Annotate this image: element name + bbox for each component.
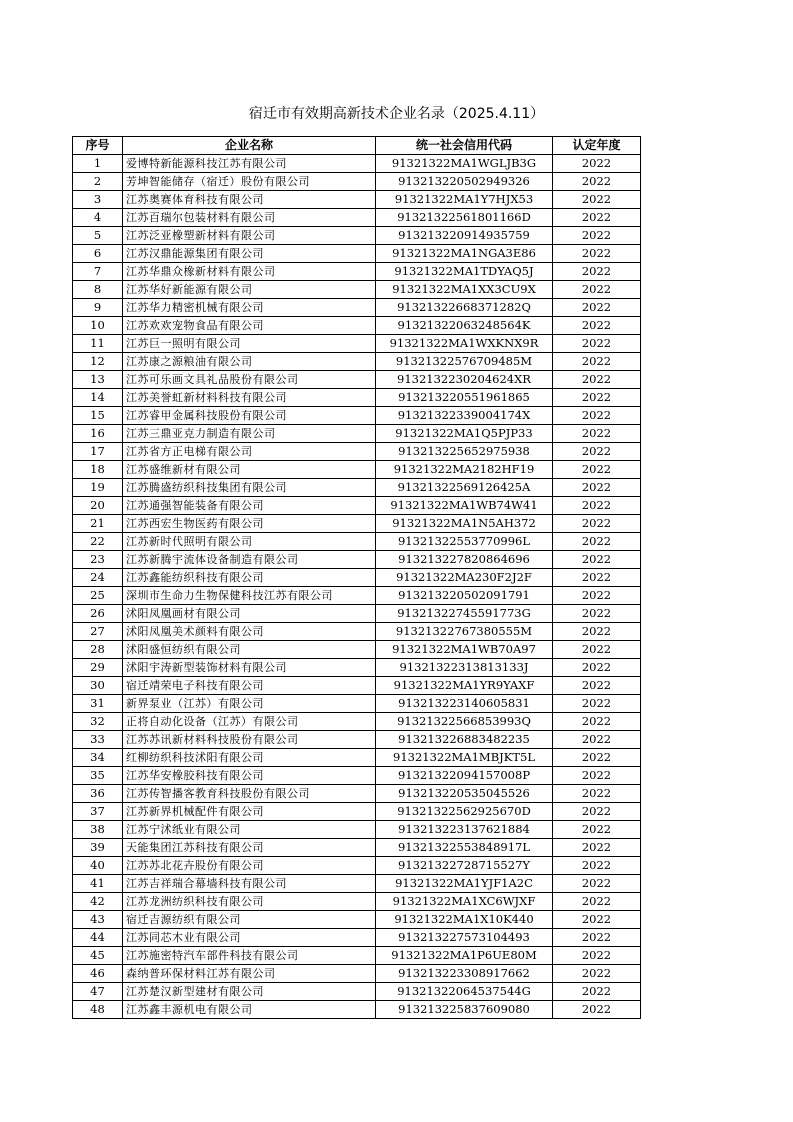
cell-certification-year: 2022 <box>553 227 641 245</box>
cell-serial-number: 45 <box>73 947 123 965</box>
cell-serial-number: 15 <box>73 407 123 425</box>
cell-credit-code: 913213225837609080 <box>376 1001 553 1019</box>
table-row <box>73 227 641 245</box>
cell-enterprise-name: 江苏泛亚橡塑新材料有限公司 <box>123 227 376 245</box>
cell-enterprise-name: 江苏华力精密机械有限公司 <box>123 299 376 317</box>
cell-enterprise-name: 江苏传智播客教育科技股份有限公司 <box>123 785 376 803</box>
cell-credit-code: 91321322MA1WGLJB3G <box>376 155 553 173</box>
cell-enterprise-name: 江苏美誉虹新材料科技有限公司 <box>123 389 376 407</box>
cell-serial-number: 33 <box>73 731 123 749</box>
cell-serial-number: 5 <box>73 227 123 245</box>
cell-credit-code: 9132132230204624XR <box>376 371 553 389</box>
table-row <box>73 731 641 749</box>
cell-certification-year: 2022 <box>553 371 641 389</box>
cell-credit-code: 91321322MA230F2J2F <box>376 569 553 587</box>
cell-enterprise-name: 江苏新腾宇流体设备制造有限公司 <box>123 551 376 569</box>
cell-serial-number: 10 <box>73 317 123 335</box>
table-row <box>73 641 641 659</box>
cell-serial-number: 43 <box>73 911 123 929</box>
cell-credit-code: 91321322553848917L <box>376 839 553 857</box>
cell-serial-number: 6 <box>73 245 123 263</box>
cell-credit-code: 91321322313813133J <box>376 659 553 677</box>
cell-enterprise-name: 江苏欢欢宠物食品有限公司 <box>123 317 376 335</box>
cell-certification-year: 2022 <box>553 965 641 983</box>
cell-credit-code: 91321322094157008P <box>376 767 553 785</box>
table-row <box>73 695 641 713</box>
cell-serial-number: 41 <box>73 875 123 893</box>
table-row <box>73 749 641 767</box>
cell-certification-year: 2022 <box>553 983 641 1001</box>
cell-serial-number: 29 <box>73 659 123 677</box>
cell-credit-code: 913213227820864696 <box>376 551 553 569</box>
page-title: 宿迁市有效期高新技术企业名录（2025.4.11） <box>248 106 545 122</box>
cell-serial-number: 34 <box>73 749 123 767</box>
cell-enterprise-name: 江苏楚汉新型建材有限公司 <box>123 983 376 1001</box>
cell-serial-number: 28 <box>73 641 123 659</box>
table-row <box>73 587 641 605</box>
cell-serial-number: 26 <box>73 605 123 623</box>
cell-certification-year: 2022 <box>553 551 641 569</box>
cell-serial-number: 38 <box>73 821 123 839</box>
table-row <box>73 605 641 623</box>
cell-credit-code: 91321322MA1YR9YAXF <box>376 677 553 695</box>
cell-certification-year: 2022 <box>553 947 641 965</box>
cell-credit-code: 91321322063248564K <box>376 317 553 335</box>
cell-credit-code: 913213226883482235 <box>376 731 553 749</box>
cell-enterprise-name: 江苏华鼎众橡新材料有限公司 <box>123 263 376 281</box>
cell-enterprise-name: 江苏华好新能源有限公司 <box>123 281 376 299</box>
cell-enterprise-name: 江苏华安橡胶科技有限公司 <box>123 767 376 785</box>
table-row <box>73 893 641 911</box>
header-serial-number: 序号 <box>73 137 123 155</box>
cell-certification-year: 2022 <box>553 245 641 263</box>
cell-certification-year: 2022 <box>553 785 641 803</box>
cell-certification-year: 2022 <box>553 731 641 749</box>
cell-certification-year: 2022 <box>553 317 641 335</box>
table-row <box>73 443 641 461</box>
cell-credit-code: 91321322MA1YJF1A2C <box>376 875 553 893</box>
cell-serial-number: 13 <box>73 371 123 389</box>
table-row <box>73 875 641 893</box>
cell-enterprise-name: 江苏宁沭纸业有限公司 <box>123 821 376 839</box>
cell-certification-year: 2022 <box>553 425 641 443</box>
cell-certification-year: 2022 <box>553 353 641 371</box>
cell-credit-code: 913213223137621884 <box>376 821 553 839</box>
cell-enterprise-name: 江苏新时代照明有限公司 <box>123 533 376 551</box>
table-row <box>73 821 641 839</box>
cell-credit-code: 913213227573104493 <box>376 929 553 947</box>
cell-serial-number: 44 <box>73 929 123 947</box>
cell-credit-code: 91321322728715527Y <box>376 857 553 875</box>
cell-certification-year: 2022 <box>553 515 641 533</box>
cell-certification-year: 2022 <box>553 821 641 839</box>
table-row <box>73 299 641 317</box>
cell-credit-code: 91321322MA1X10K440 <box>376 911 553 929</box>
cell-enterprise-name: 江苏汉鼎能源集团有限公司 <box>123 245 376 263</box>
cell-certification-year: 2022 <box>553 155 641 173</box>
cell-enterprise-name: 江苏奥赛体育科技有限公司 <box>123 191 376 209</box>
cell-credit-code: 913213220914935759 <box>376 227 553 245</box>
cell-credit-code: 91321322MA1N5AH372 <box>376 515 553 533</box>
cell-certification-year: 2022 <box>553 533 641 551</box>
cell-serial-number: 21 <box>73 515 123 533</box>
cell-credit-code: 913213225652975938 <box>376 443 553 461</box>
cell-enterprise-name: 深圳市生命力生物保健科技江苏有限公司 <box>123 587 376 605</box>
table-row <box>73 947 641 965</box>
cell-credit-code: 91321322MA1MBJKT5L <box>376 749 553 767</box>
cell-credit-code: 913213223308917662 <box>376 965 553 983</box>
table-row <box>73 407 641 425</box>
cell-enterprise-name: 江苏腾盛纺织科技集团有限公司 <box>123 479 376 497</box>
cell-certification-year: 2022 <box>553 209 641 227</box>
cell-serial-number: 25 <box>73 587 123 605</box>
cell-certification-year: 2022 <box>553 623 641 641</box>
cell-enterprise-name: 江苏施密特汽车部件科技有限公司 <box>123 947 376 965</box>
table-row <box>73 389 641 407</box>
cell-enterprise-name: 江苏康之源粮油有限公司 <box>123 353 376 371</box>
cell-certification-year: 2022 <box>553 587 641 605</box>
table-header-row <box>73 137 641 155</box>
table-row <box>73 623 641 641</box>
table-row <box>73 839 641 857</box>
cell-credit-code: 91321322MA1Y7HJX53 <box>376 191 553 209</box>
cell-serial-number: 4 <box>73 209 123 227</box>
cell-credit-code: 91321322MA1TDYAQ5J <box>376 263 553 281</box>
cell-certification-year: 2022 <box>553 875 641 893</box>
cell-enterprise-name: 江苏新界机械配件有限公司 <box>123 803 376 821</box>
cell-enterprise-name: 江苏鑫丰源机电有限公司 <box>123 1001 376 1019</box>
cell-serial-number: 24 <box>73 569 123 587</box>
cell-enterprise-name: 江苏苏讯新材料科技股份有限公司 <box>123 731 376 749</box>
cell-certification-year: 2022 <box>553 713 641 731</box>
cell-serial-number: 48 <box>73 1001 123 1019</box>
table-row <box>73 425 641 443</box>
table-row <box>73 281 641 299</box>
table-row <box>73 857 641 875</box>
cell-serial-number: 36 <box>73 785 123 803</box>
table-row <box>73 191 641 209</box>
cell-serial-number: 16 <box>73 425 123 443</box>
table-row <box>73 263 641 281</box>
cell-certification-year: 2022 <box>553 497 641 515</box>
cell-certification-year: 2022 <box>553 1001 641 1019</box>
cell-certification-year: 2022 <box>553 407 641 425</box>
table-row <box>73 965 641 983</box>
cell-credit-code: 91321322767380555M <box>376 623 553 641</box>
cell-credit-code: 91321322745591773G <box>376 605 553 623</box>
cell-certification-year: 2022 <box>553 695 641 713</box>
table-row <box>73 803 641 821</box>
cell-enterprise-name: 红柳纺织科技沭阳有限公司 <box>123 749 376 767</box>
cell-certification-year: 2022 <box>553 911 641 929</box>
cell-credit-code: 913213220535045526 <box>376 785 553 803</box>
cell-serial-number: 35 <box>73 767 123 785</box>
table-row <box>73 497 641 515</box>
cell-enterprise-name: 沭阳盛恒纺织有限公司 <box>123 641 376 659</box>
cell-enterprise-name: 江苏同芯木业有限公司 <box>123 929 376 947</box>
cell-serial-number: 22 <box>73 533 123 551</box>
cell-credit-code: 913213220502949326 <box>376 173 553 191</box>
header-credit-code: 统一社会信用代码 <box>376 137 553 155</box>
cell-serial-number: 40 <box>73 857 123 875</box>
cell-enterprise-name: 沭阳凤凰美术颜料有限公司 <box>123 623 376 641</box>
table-row <box>73 767 641 785</box>
cell-certification-year: 2022 <box>553 281 641 299</box>
cell-enterprise-name: 正将自动化设备（江苏）有限公司 <box>123 713 376 731</box>
enterprise-table <box>72 136 641 1019</box>
cell-enterprise-name: 芳坤智能储存（宿迁）股份有限公司 <box>123 173 376 191</box>
cell-serial-number: 17 <box>73 443 123 461</box>
table-row <box>73 245 641 263</box>
table-body <box>73 155 641 1019</box>
cell-serial-number: 1 <box>73 155 123 173</box>
cell-credit-code: 913213220551961865 <box>376 389 553 407</box>
cell-certification-year: 2022 <box>553 461 641 479</box>
cell-credit-code: 91321322569126425A <box>376 479 553 497</box>
cell-certification-year: 2022 <box>553 443 641 461</box>
cell-serial-number: 37 <box>73 803 123 821</box>
cell-serial-number: 7 <box>73 263 123 281</box>
table-row <box>73 461 641 479</box>
cell-credit-code: 91321322MA1WB70A97 <box>376 641 553 659</box>
table-row <box>73 479 641 497</box>
header-certification-year: 认定年度 <box>553 137 641 155</box>
cell-certification-year: 2022 <box>553 893 641 911</box>
cell-credit-code: 91321322553770996L <box>376 533 553 551</box>
cell-credit-code: 91321322MA1XC6WJXF <box>376 893 553 911</box>
table-row <box>73 713 641 731</box>
cell-enterprise-name: 江苏三鼎亚克力制造有限公司 <box>123 425 376 443</box>
table-row <box>73 155 641 173</box>
cell-serial-number: 8 <box>73 281 123 299</box>
cell-enterprise-name: 江苏吉祥瑞合幕墙科技有限公司 <box>123 875 376 893</box>
cell-serial-number: 23 <box>73 551 123 569</box>
cell-serial-number: 9 <box>73 299 123 317</box>
cell-enterprise-name: 江苏西宏生物医药有限公司 <box>123 515 376 533</box>
cell-serial-number: 18 <box>73 461 123 479</box>
cell-serial-number: 42 <box>73 893 123 911</box>
table-row <box>73 677 641 695</box>
table-row <box>73 317 641 335</box>
table-row <box>73 1001 641 1019</box>
cell-certification-year: 2022 <box>553 479 641 497</box>
cell-enterprise-name: 江苏巨一照明有限公司 <box>123 335 376 353</box>
cell-certification-year: 2022 <box>553 839 641 857</box>
table-row <box>73 335 641 353</box>
cell-credit-code: 91321322576709485M <box>376 353 553 371</box>
cell-certification-year: 2022 <box>553 569 641 587</box>
table-row <box>73 209 641 227</box>
cell-enterprise-name: 天能集团江苏科技有限公司 <box>123 839 376 857</box>
cell-credit-code: 91321322MA1Q5PJP33 <box>376 425 553 443</box>
cell-serial-number: 11 <box>73 335 123 353</box>
cell-certification-year: 2022 <box>553 191 641 209</box>
cell-serial-number: 2 <box>73 173 123 191</box>
cell-enterprise-name: 江苏可乐画文具礼品股份有限公司 <box>123 371 376 389</box>
cell-credit-code: 913213220502091791 <box>376 587 553 605</box>
table-row <box>73 533 641 551</box>
cell-enterprise-name: 宿迁吉源纺织有限公司 <box>123 911 376 929</box>
cell-enterprise-name: 江苏睿甲金属科技股份有限公司 <box>123 407 376 425</box>
table-row <box>73 911 641 929</box>
cell-credit-code: 913213223140605831 <box>376 695 553 713</box>
cell-credit-code: 91321322064537544G <box>376 983 553 1001</box>
cell-enterprise-name: 爱博特新能源科技江苏有限公司 <box>123 155 376 173</box>
cell-certification-year: 2022 <box>553 767 641 785</box>
table-row <box>73 569 641 587</box>
cell-certification-year: 2022 <box>553 677 641 695</box>
cell-certification-year: 2022 <box>553 749 641 767</box>
cell-serial-number: 32 <box>73 713 123 731</box>
cell-credit-code: 91321322561801166D <box>376 209 553 227</box>
cell-certification-year: 2022 <box>553 335 641 353</box>
table-row <box>73 551 641 569</box>
cell-certification-year: 2022 <box>553 173 641 191</box>
table-row <box>73 929 641 947</box>
cell-enterprise-name: 沭阳凤凰画材有限公司 <box>123 605 376 623</box>
cell-credit-code: 9132132233900417​4X <box>376 407 553 425</box>
cell-serial-number: 14 <box>73 389 123 407</box>
cell-serial-number: 27 <box>73 623 123 641</box>
cell-credit-code: 91321322668371282Q <box>376 299 553 317</box>
cell-serial-number: 46 <box>73 965 123 983</box>
cell-enterprise-name: 沭阳宇涛新型装饰材料有限公司 <box>123 659 376 677</box>
cell-enterprise-name: 江苏苏北花卉股份有限公司 <box>123 857 376 875</box>
table-row <box>73 659 641 677</box>
cell-serial-number: 12 <box>73 353 123 371</box>
cell-serial-number: 3 <box>73 191 123 209</box>
cell-credit-code: 91321322MA1WXKNX9R <box>376 335 553 353</box>
cell-serial-number: 30 <box>73 677 123 695</box>
table-row <box>73 173 641 191</box>
cell-enterprise-name: 江苏龙洲纺织科技有限公司 <box>123 893 376 911</box>
cell-credit-code: 91321322MA1NGA3E86 <box>376 245 553 263</box>
header-enterprise-name: 企业名称 <box>123 137 376 155</box>
cell-certification-year: 2022 <box>553 803 641 821</box>
cell-enterprise-name: 江苏鑫能纺织科技有限公司 <box>123 569 376 587</box>
table-row <box>73 515 641 533</box>
table-row <box>73 371 641 389</box>
cell-enterprise-name: 新界泵业（江苏）有限公司 <box>123 695 376 713</box>
cell-credit-code: 91321322MA2182HF19 <box>376 461 553 479</box>
cell-serial-number: 20 <box>73 497 123 515</box>
cell-credit-code: 91321322566853993Q <box>376 713 553 731</box>
cell-serial-number: 39 <box>73 839 123 857</box>
cell-enterprise-name: 宿迁靖荣电子科技有限公司 <box>123 677 376 695</box>
cell-credit-code: 91321322MA1XX3CU9X <box>376 281 553 299</box>
cell-certification-year: 2022 <box>553 857 641 875</box>
cell-credit-code: 91321322562925670D <box>376 803 553 821</box>
cell-credit-code: 91321322MA1WB74W41 <box>376 497 553 515</box>
cell-certification-year: 2022 <box>553 389 641 407</box>
cell-certification-year: 2022 <box>553 929 641 947</box>
cell-certification-year: 2022 <box>553 641 641 659</box>
table-row <box>73 353 641 371</box>
cell-serial-number: 19 <box>73 479 123 497</box>
cell-certification-year: 2022 <box>553 263 641 281</box>
cell-enterprise-name: 森纳普环保材料江苏有限公司 <box>123 965 376 983</box>
cell-certification-year: 2022 <box>553 605 641 623</box>
cell-certification-year: 2022 <box>553 299 641 317</box>
table-row <box>73 983 641 1001</box>
cell-serial-number: 31 <box>73 695 123 713</box>
cell-enterprise-name: 江苏省方正电梯有限公司 <box>123 443 376 461</box>
cell-enterprise-name: 江苏盛维新材有限公司 <box>123 461 376 479</box>
cell-enterprise-name: 江苏通强智能装备有限公司 <box>123 497 376 515</box>
cell-enterprise-name: 江苏百瑞尔包装材料有限公司 <box>123 209 376 227</box>
table-row <box>73 785 641 803</box>
cell-serial-number: 47 <box>73 983 123 1001</box>
cell-certification-year: 2022 <box>553 659 641 677</box>
cell-credit-code: 91321322MA1P6UE80M <box>376 947 553 965</box>
